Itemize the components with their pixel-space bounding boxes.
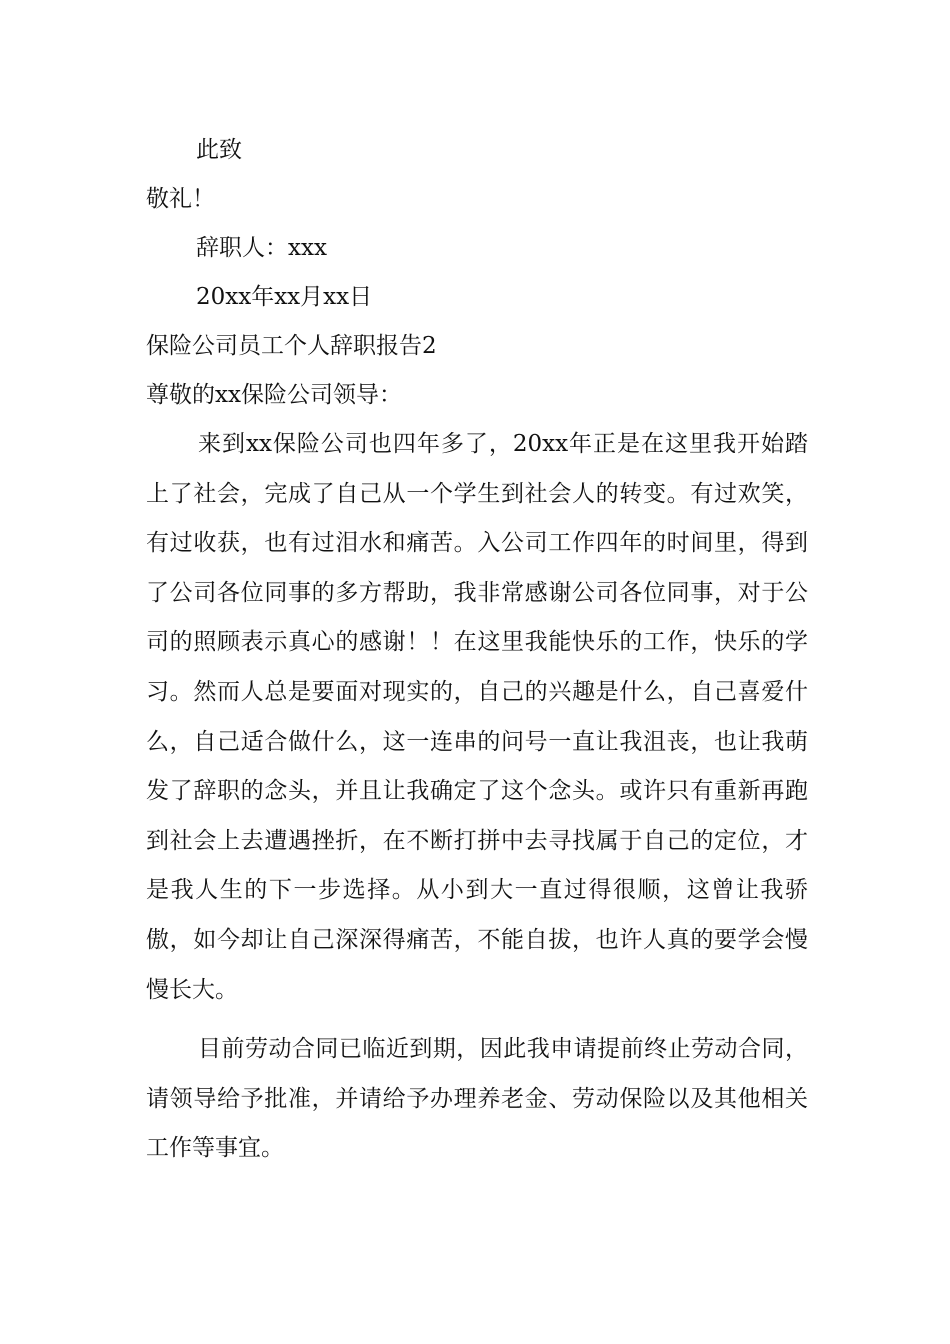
body-paragraph-2: 目前劳动合同已临近到期，因此我申请提前终止劳动合同，请领导给予批准，并请给予办理养老金、劳动保险以及其他相关工作等事宜。: [146, 1036, 808, 1162]
body-paragraph-1: 来到xx保险公司也四年多了，20xx年正是在这里我开始踏上了社会，完成了自己从一个学生到社会人的转变。有过欢笑，有过收获，也有过泪水和痛苦。入公司工作四年的时间里，得到了公司各位同事的多方帮助，我非常感谢公司各位同事，对于公司的照顾表示真心的感谢！！在这里我能快乐的工作，快乐的学习。然而人总是要面对现实的，自己的兴趣是什么，自己喜爱什么，自己适合做什么，这一连串的问号一直让我沮丧，也让我萌发了辞职的念头，并且让我确定了这个念头。或许只有重新再跑到社会上去遭遇挫折，在不断打拼中去寻找属于自己的定位，才是我人生的下一步选择。从小到大一直过得很顺，这曾让我骄傲，如今却让自己深深得痛苦，不能自拔，也许人真的要学会慢慢长大。: [146, 431, 808, 1003]
date-line: 20xx年xx月xx日: [196, 284, 373, 310]
report-title: 保险公司员工个人辞职报告2: [146, 333, 437, 359]
signer-line: 辞职人：xxx: [196, 235, 327, 261]
closing-zhici: 此致: [196, 137, 242, 163]
document-body: [146, 126, 808, 1174]
closing-jingli: 敬礼！: [146, 186, 215, 212]
salutation: 尊敬的xx保险公司领导：: [146, 382, 402, 408]
